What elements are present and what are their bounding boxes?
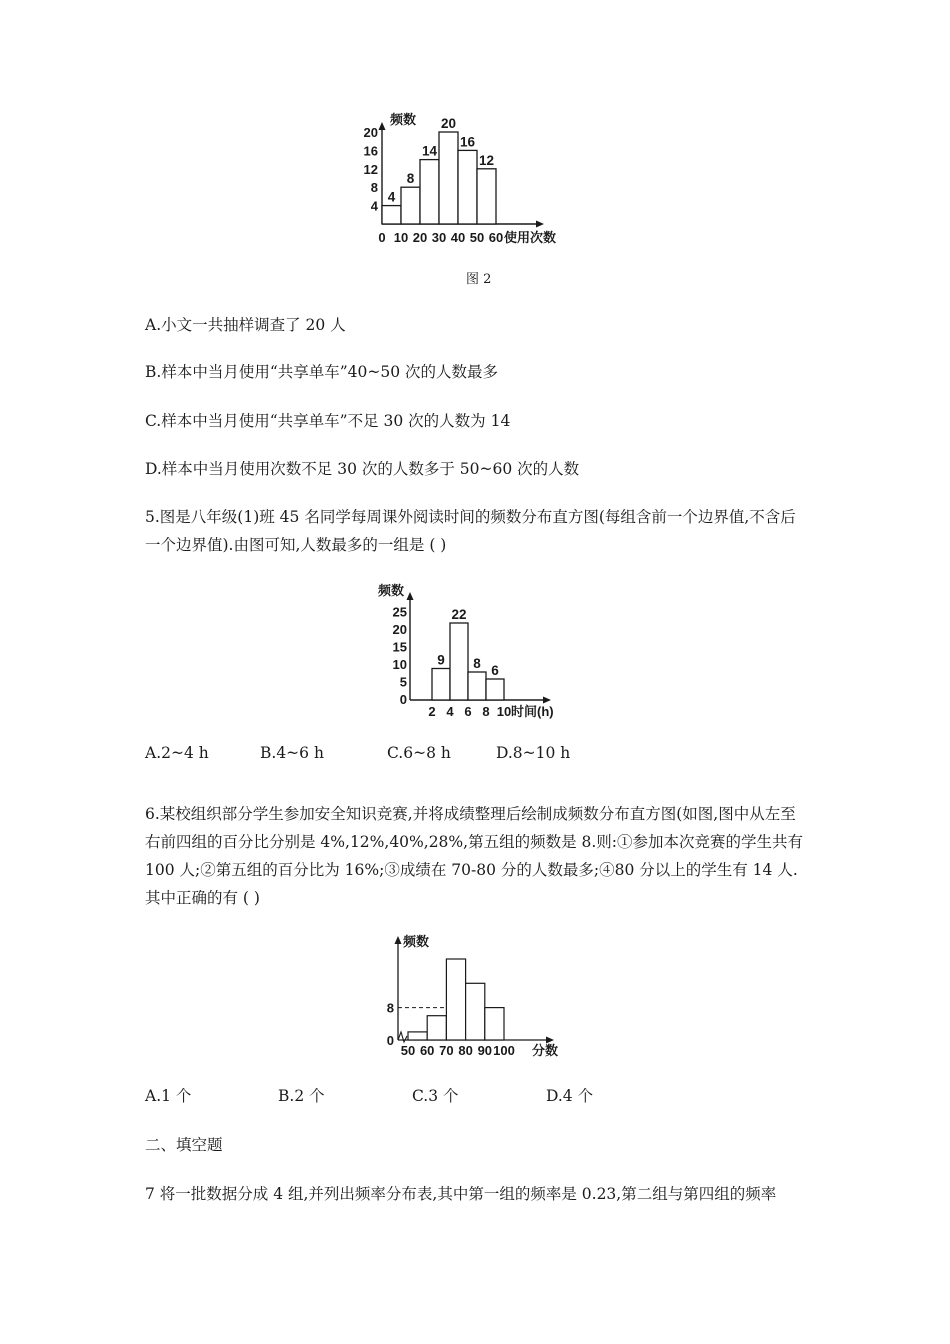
histogram-bar: [432, 669, 450, 701]
q4-option-a: A.小文一共抽样调查了 20 人: [145, 316, 346, 334]
bar-value-label: 20: [440, 116, 457, 131]
y-axis-arrow: [407, 592, 414, 600]
histogram-bar: [485, 1008, 504, 1040]
x-axis-arrow: [543, 697, 551, 704]
figure2-caption: 图 2: [466, 272, 492, 287]
q4-option-b: B.样本中当月使用“共享单车”40~50 次的人数最多: [145, 363, 499, 381]
y-tick-label: 0: [386, 1033, 394, 1048]
figure2-bars: [382, 132, 496, 224]
y-axis-title: 频数: [403, 934, 430, 949]
x-tick-label: 50: [400, 1043, 416, 1058]
x-tick-label: 30: [431, 230, 447, 245]
y-tick-label: 4: [370, 198, 378, 214]
x-tick-label: 70: [439, 1043, 454, 1058]
histogram-bar: [466, 983, 485, 1040]
y-axis-title: 频数: [378, 583, 405, 598]
histogram-bar: [446, 959, 465, 1040]
bar-value-label: 12: [478, 152, 495, 168]
x-tick-label: 20: [412, 230, 428, 245]
x-tick-label: 0: [378, 230, 386, 245]
bar-value-label: 6: [491, 663, 499, 678]
histogram-bar: [468, 672, 486, 700]
histogram-bar: [420, 160, 439, 224]
figure2-histogram: [340, 110, 610, 250]
histogram-bar: [401, 187, 420, 224]
q5-option-c: C.6~8 h: [387, 744, 451, 762]
y-tick-label: 20: [392, 622, 407, 637]
bar-value-label: 9: [437, 652, 445, 668]
q6-bars: [408, 959, 504, 1040]
x-tick-label: 4: [446, 704, 454, 719]
x-tick-label: 6: [464, 704, 472, 719]
x-tick-label: 10: [496, 704, 512, 719]
x-tick-label: 10: [393, 230, 409, 245]
y-axis-arrow: [379, 122, 386, 130]
histogram-bar: [477, 169, 496, 224]
q5-option-d: D.8~10 h: [496, 744, 571, 762]
y-tick-label: 15: [392, 639, 407, 655]
q6-question: 6.某校组织部分学生参加安全知识竞赛,并将成绩整理后绘制成频数分布直方图(如图,图中从左至右前四组的百分比分别是 4%,12%,40%,28%,第五组的频数是 8.则:①参加本次竞赛的学生共有 100 人;②第五组的百分比为 16%;③成绩在 70-80 分的人数最多;④80 分以上的学生有 14 人.其中正确的有 ( ): [145, 805, 804, 907]
q7-question: 7 将一批数据分成 4 组,并列出频率分布表,其中第一组的频率是 0.23,第二组与第四组的频率: [145, 1185, 777, 1203]
histogram-bar: [427, 1016, 446, 1040]
y-tick-label: 10: [392, 657, 407, 672]
histogram-bar: [450, 623, 468, 700]
histogram-bar: [382, 206, 401, 224]
y-tick-label: 20: [363, 125, 378, 140]
x-tick-label: 100: [493, 1043, 515, 1058]
q4-option-d: D.样本中当月使用次数不足 30 次的人数多于 50~60 次的人数: [145, 460, 580, 478]
x-tick-label: 60: [488, 230, 504, 245]
x-axis-title: 分数: [532, 1043, 559, 1058]
x-tick-label: 90: [477, 1043, 493, 1058]
q5-option-a: A.2~4 h: [145, 744, 209, 762]
q6-option-d: D.4 个: [546, 1087, 594, 1105]
x-axis-title: 时间(h): [511, 704, 554, 719]
q5-option-b: B.4~6 h: [260, 744, 324, 762]
x-axis-arrow: [536, 221, 544, 228]
y-tick-label: 0: [399, 692, 407, 707]
y-tick-label: 8: [386, 1000, 394, 1016]
x-tick-label: 2: [428, 704, 436, 719]
y-tick-label: 5: [399, 674, 407, 690]
x-tick-label: 8: [482, 704, 490, 719]
section-title: 二、填空题: [145, 1136, 223, 1154]
y-tick-label: 16: [363, 143, 378, 159]
x-tick-label: 50: [469, 230, 485, 245]
histogram-bar: [439, 132, 458, 224]
q4-option-c: C.样本中当月使用“共享单车”不足 30 次的人数为 14: [145, 412, 511, 430]
q6-option-c: C.3 个: [412, 1087, 459, 1105]
q5-histogram: [362, 578, 592, 728]
x-tick-label: 40: [450, 230, 466, 245]
x-tick-label: 60: [419, 1043, 435, 1058]
histogram-bar: [408, 1032, 427, 1040]
x-tick-label: 80: [458, 1043, 473, 1058]
bar-value-label: 8: [406, 171, 415, 187]
y-axis-title: 频数: [390, 112, 417, 127]
bar-value-label: 14: [421, 143, 438, 159]
histogram-bar: [486, 679, 504, 700]
bar-value-label: 16: [459, 134, 476, 150]
y-tick-label: 25: [392, 604, 407, 620]
q6-histogram: [372, 928, 572, 1060]
bar-value-label: 4: [387, 189, 396, 205]
histogram-bar: [458, 150, 477, 224]
q5-question: 5.图是八年级(1)班 45 名同学每周课外阅读时间的频数分布直方图(每组含前一个边界值,不含后一个边界值).由图可知,人数最多的一组是 ( ): [145, 508, 796, 554]
x-axis-title: 使用次数: [504, 230, 557, 245]
bar-value-label: 8: [473, 656, 481, 671]
q6-option-b: B.2 个: [278, 1087, 325, 1105]
q6-option-a: A.1 个: [145, 1087, 192, 1105]
y-tick-label: 8: [370, 180, 378, 196]
y-tick-label: 12: [363, 161, 378, 177]
y-axis-arrow: [395, 936, 402, 944]
bar-value-label: 22: [451, 607, 467, 622]
